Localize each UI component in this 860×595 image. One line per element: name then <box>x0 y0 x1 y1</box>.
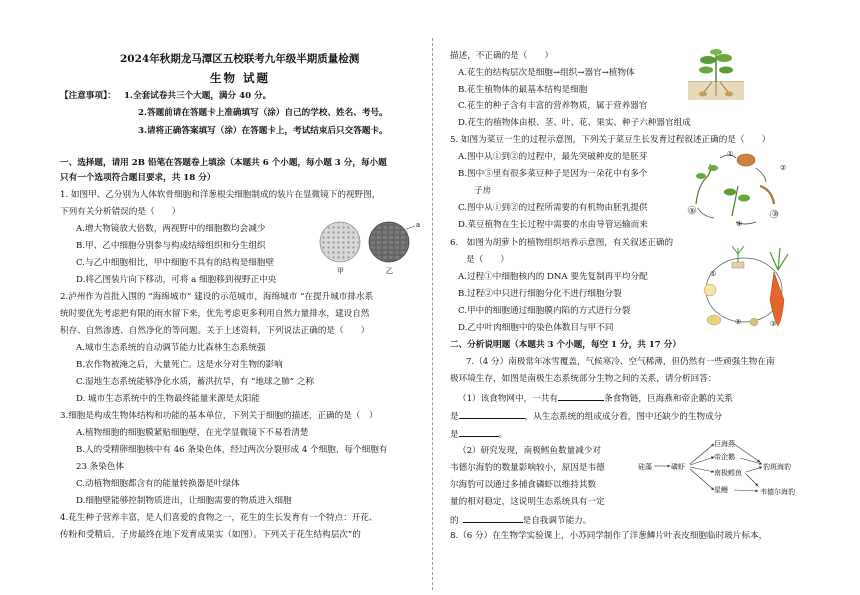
q5-marker-1: ① <box>727 150 734 158</box>
q7-part1-text-f: 。 <box>498 430 508 440</box>
right-column <box>452 0 804 595</box>
q6-carrot-culture-figure <box>698 240 794 332</box>
section2-heading: 二、分析说明题（本题共 3 个小题，每空 1 分，共 17 分） <box>450 340 681 350</box>
q5-option-c: C.图中从①到②的过程所需要的有机物由胚乳提供 <box>458 203 648 213</box>
section1-heading: 一、选择题，请用 2B 铅笔在答题卷上填涂（本题共 6 个小题，每小题 3 分，每小题 <box>60 158 387 168</box>
q5-marker-5: ⑤ <box>689 207 696 215</box>
q1-option-c: C.与乙中细胞相比，甲中细胞不具有的结构是细胞壁 <box>76 258 275 268</box>
q7-part2-line3: 尔海豹可以通过多捕食磷虾以维持其数 <box>450 480 597 490</box>
q7-part1-text-c: 是 <box>450 412 459 422</box>
q1-label-yi: 乙 <box>386 267 393 275</box>
q1-micrograph-figure <box>316 220 420 272</box>
q1-stem-cont: 下列有关分析错误的是（ ） <box>60 207 181 217</box>
q5-stem: 5. 如图为菜豆一生的过程示意图，下列关于菜豆生长发育过程叙述正确的是（ ） <box>450 135 771 145</box>
q5-bean-lifecycle-figure <box>686 146 782 228</box>
q1-option-a: A.增大物镜放大倍数，两视野中的细胞数均会减少 <box>76 224 266 234</box>
q2-option-c: C.湿地生态系统能够净化水质，蓄洪抗旱，有 “地球之肺” 之称 <box>76 377 315 387</box>
notice-item-2: 2.答题前请在答题卡上准确填写（涂）自己的学校、姓名、考号。 <box>138 108 388 118</box>
q7-blank-relationship[interactable] <box>459 410 525 419</box>
column-divider <box>432 38 433 590</box>
q2-stem-l2: 统时要优先考虑把有限的雨水留下来，优先考虑更多利用自然力量排水，建设自然 <box>60 309 370 319</box>
q4-option-a: A.花生的结构层次是细胞→组织→器官→植物体 <box>458 68 635 78</box>
q1-option-d: D.将乙图装片向下移动，可将 a 细胞移到视野正中央 <box>76 275 277 285</box>
q1-option-b: B.甲、乙中细胞分别参与构成结缔组织和分生组织 <box>76 241 266 251</box>
q5-marker-4: ④ <box>736 220 743 228</box>
q7-part1-text-b: 条食物链，巨海燕和帝企鹅的关系 <box>604 394 733 404</box>
q5-option-b-cont: 子房 <box>474 186 492 196</box>
q7-part1-line3 <box>450 428 507 441</box>
q3-option-b-cont: 23 条染色体 <box>76 462 125 472</box>
q1-stem: 1. 如图甲、乙分别为人体软骨细胞和洋葱根尖细胞制成的装片在显微镜下的视野图， <box>60 190 381 200</box>
q5-option-b: B.图中⑤里有很多菜豆种子是因为一朵花中有多个 <box>458 169 648 179</box>
q6-marker-2: ② <box>735 318 742 326</box>
q7-part1-text-e: 是 <box>450 430 459 440</box>
q6-marker-3: ③ <box>770 320 777 328</box>
q4-stem-l2: 传粉和受精后，子房最终在地下发育成果实（如图）。下列关于花生结构层次”的 <box>60 530 361 540</box>
food-web-algae: 硅藻 <box>638 463 652 471</box>
q7-part2-line2: 韦德尔海豹的数量影响较小，原因是韦德 <box>450 463 605 473</box>
q4-stem-cont: 描述，不正确的是（ ） <box>450 51 554 61</box>
q3-stem: 3.细胞是构成生物体结构和功能的基本单位，下列关于细胞的描述，正确的是（ ） <box>60 411 378 421</box>
left-column <box>62 0 422 595</box>
q7-part1-text-d: ，从生态系统的组成成分看，图中还缺少的生物成分 <box>524 412 723 422</box>
q7-blank-missing-component[interactable] <box>459 428 499 437</box>
q6-option-c: C.甲中的细胞通过细胞膜内陷的方式进行分裂 <box>458 306 631 316</box>
food-web-leopard-seal: 豹斑海豹 <box>763 463 791 471</box>
exam-subject: 生物 试题 <box>210 71 271 85</box>
food-web-weddell-seal: 韦德尔海豹 <box>760 488 795 496</box>
q3-option-d: D.细胞壁能够控制物质进出，让细胞需要的物质进入细胞 <box>76 496 292 506</box>
notice-item-3: 3.请将正确答案填写（涂）在答题卡上，考试结束后只交答题卡。 <box>138 126 388 136</box>
q2-stem-l3: 积存、自然渗透、自然净化的等问题。关于上述资料，下列说法正确的是（ ） <box>60 326 370 336</box>
q7-stem-l2: 极环境生存，如图是南极生态系统部分生物之间的关系，请分析回答： <box>450 374 717 384</box>
q7-blank-chain-count[interactable] <box>558 392 604 401</box>
q3-option-b: B.人的受精卵细胞核中有 46 条染色体，经过两次分裂形成 4 个细胞，每个细胞有 <box>76 445 388 455</box>
q7-part2-text-end: 是自我调节能力。 <box>522 516 592 526</box>
q2-option-a: A.城市生态系统的自动调节能力比森林生态系统强 <box>76 343 266 353</box>
q6-option-b: B.过程②中只进行细胞分化不进行细胞分裂 <box>458 289 622 299</box>
q6-stem-cont: 是（ ） <box>466 255 509 265</box>
q3-option-a: A.植物细胞的细胞膜紧贴细胞壁，在光学显微镜下不易看清楚 <box>76 428 309 438</box>
q5-option-d: D.菜豆植物在生长过程中需要的水由导管运输而来 <box>458 220 648 230</box>
q4-option-d: D.花生的植物体由根、茎、叶、花、果实、种子六种器官组成 <box>458 118 691 128</box>
q2-option-b: B.农作物被淹之后，大量死亡。这是水分对生物的影响 <box>76 360 283 370</box>
q7-part2-line5 <box>450 514 591 527</box>
q8-stem: 8.（6 分）在生物学实验课上，小苏同学制作了洋葱鳞片叶表皮细胞临时玻片标本， <box>450 531 768 541</box>
q2-option-d: D. 城市生态系统中的生物最终能量来源是太阳能 <box>76 394 260 404</box>
q5-marker-2: ② <box>780 164 787 172</box>
q6-option-d: D.乙中叶肉细胞中的染色体数目与甲不同 <box>458 323 614 333</box>
q5-option-a: A.图中从①到②的过程中，最先突破种皮的是胚芽 <box>458 152 648 162</box>
food-web-petrel: 巨海燕 <box>714 440 735 448</box>
q7-part1-line2 <box>450 410 722 423</box>
q7-part1-text-a: （1）该食物网中，一共有 <box>458 394 558 404</box>
q7-part2-line4: 量的相对稳定，这说明生态系统具有一定 <box>450 497 605 507</box>
food-web-emperor-penguin: 帝企鹅 <box>714 453 735 461</box>
q5-marker-3: ③ <box>772 210 779 218</box>
exam-title: 2024年秋期龙马潭区五校联考九年级半期质量检测 <box>120 53 360 65</box>
q7-part1-line1 <box>458 392 733 405</box>
q6-stem: 6. 如图为胡萝卜的植物组织培养示意图，有关叙述正确的 <box>450 238 674 248</box>
notice-item-1: 1.全套试卷共三个大题，满分 40 分。 <box>124 91 272 101</box>
section1-heading-cont: 只有一个选项符合题目要求，共 18 分） <box>60 173 216 183</box>
food-web-starfish: 星鳗 <box>714 486 728 494</box>
q4-option-b: B.花生植物体的最基本结构是细胞 <box>458 85 588 95</box>
food-web-antarctic-cod: 南极鳕鱼 <box>714 469 742 477</box>
q4-option-c: C.花生的种子含有丰富的营养物质，属于营养器官 <box>458 101 648 111</box>
q1-label-jia: 甲 <box>337 267 344 275</box>
q3-option-c: C.动植物细胞都含有的能量转换器是叶绿体 <box>76 479 240 489</box>
q4-peanut-plant-figure <box>686 46 746 102</box>
food-web-krill: 磷虾 <box>671 463 685 471</box>
q7-part2-line1: （2）研究发现，南极鳕鱼数量减少对 <box>458 446 601 456</box>
q2-stem-l1: 2.泸州作为首批入围的 “海绵城市” 建设的示范城市，海绵城市 “在提升城市排水系 <box>60 292 374 302</box>
notice-label: 【注意事项】： <box>60 91 116 101</box>
q7-stem-l1: 7.（4 分）南极常年冰雪覆盖，气候寒冷、空气稀薄，但仍然有一些顽强生物在南 <box>466 357 775 367</box>
q7-part2-text-de: 的 <box>450 516 459 526</box>
q1-label-a: a <box>416 221 421 229</box>
q4-stem-l1: 4.花生种子营养丰富，是人们喜爱的食物之一，花生的生长发育有一个特点：开花、 <box>60 513 378 523</box>
q7-blank-self-regulation[interactable] <box>463 514 523 523</box>
q6-option-a: A.过程①中细胞核内的 DNA 要先复制再平均分配 <box>458 272 648 282</box>
q6-marker-1: ① <box>710 270 717 278</box>
